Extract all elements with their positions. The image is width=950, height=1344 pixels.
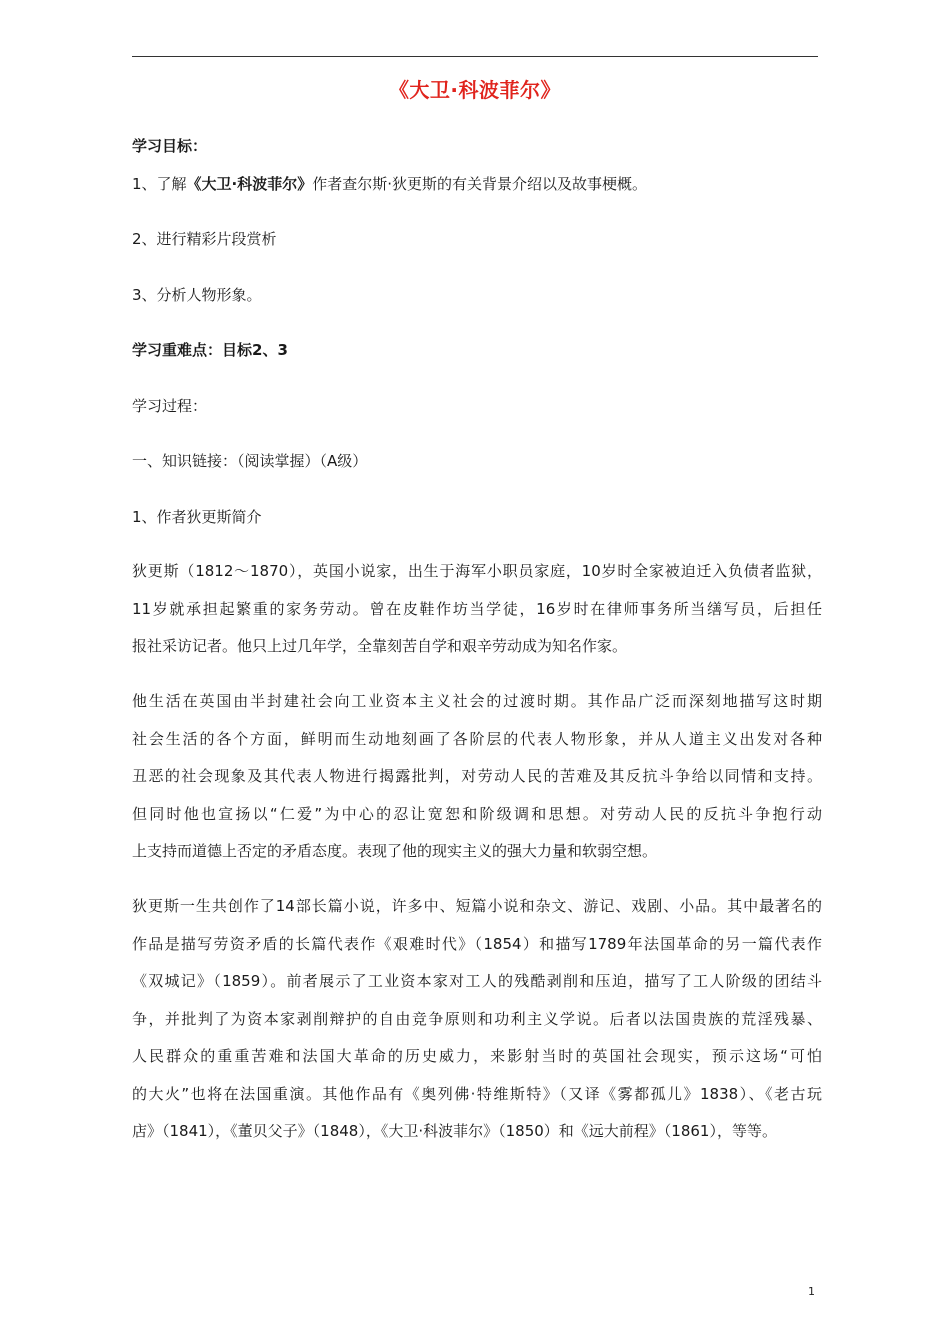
process-heading: 学习过程：	[132, 397, 208, 415]
page-number: 1	[808, 1285, 815, 1298]
subsection-heading-1: 1、作者狄更斯简介	[132, 508, 262, 526]
paragraph-line: 人民群众的重重苦难和法国大革命的历史威力，来影射当时的英国社会现实，预示这场“可怕	[132, 1047, 822, 1065]
paragraph-line: 丑恶的社会现象及其代表人物进行揭露批判，对劳动人民的苦难及其反抗斗争给以同情和支持。	[132, 767, 822, 785]
key-points: 学习重难点：目标2、3	[132, 341, 288, 359]
paragraph-line: 他生活在英国由半封建社会向工业资本主义社会的过渡时期。其作品广泛而深刻地描写这时期	[132, 692, 822, 710]
paragraph-line: 的大火”也将在法国重演。其他作品有《奥列佛·特维斯特》（又译《雾都孤儿》1838）、《老古玩	[132, 1084, 822, 1103]
objective-3: 3、分析人物形象。	[132, 286, 262, 304]
objectives-heading: 学习目标：	[132, 137, 208, 155]
document-title: 《大卫·科波菲尔》	[388, 78, 562, 102]
objective-1	[132, 173, 647, 195]
objective-1-prefix: 1、了解	[132, 175, 187, 193]
objective-1-book-title: 《大卫·科波菲尔》	[186, 175, 313, 193]
paragraph-line: 狄更斯（1812～1870），英国小说家，出生于海军小职员家庭，10岁时全家被迫迁入负债者监狱，	[132, 562, 822, 580]
paragraph-line: 上支持而道德上否定的矛盾态度。表现了他的现实主义的强大力量和软弱空想。	[132, 842, 658, 860]
paragraph-3	[132, 888, 822, 1151]
paragraph-line: 店》（1841），《董贝父子》（1848），《大卫·科波菲尔》（1850）和《远大前程》（1861），等等。	[132, 1122, 777, 1140]
section-heading-1: 一、知识链接：（阅读掌握）（A级）	[132, 452, 368, 470]
paragraph-line: 报社采访记者。他只上过几年学，全靠刻苦自学和艰辛劳动成为知名作家。	[132, 637, 628, 655]
header-rule	[132, 56, 818, 57]
paragraph-2	[132, 683, 822, 871]
paragraph-line: 《双城记》（1859）。前者展示了工业资本家对工人的残酷剥削和压迫，描写了工人阶级的团结斗	[132, 972, 822, 990]
paragraph-line: 争，并批判了为资本家剥削辩护的自由竞争原则和功利主义学说。后者以法国贵族的荒淫残暴、	[132, 1009, 822, 1028]
paragraph-line: 作品是描写劳资矛盾的长篇代表作《艰难时代》（1854）和描写1789年法国革命的另一篇代表作	[132, 934, 822, 953]
paragraph-line: 狄更斯一生共创作了14部长篇小说，许多中、短篇小说和杂文、游记、戏剧、小品。其中最著名的	[132, 897, 822, 915]
paragraph-line: 但同时他也宣扬以“仁爱”为中心的忍让宽恕和阶级调和思想。对劳动人民的反抗斗争抱行动	[132, 804, 822, 823]
paragraph-1	[132, 553, 822, 666]
objective-2: 2、进行精彩片段赏析	[132, 230, 277, 248]
paragraph-line: 11岁就承担起繁重的家务劳动。曾在皮鞋作坊当学徒，16岁时在律师事务所当缮写员，后担任	[132, 599, 822, 618]
paragraph-line: 社会生活的各个方面，鲜明而生动地刻画了各阶层的代表人物形象，并从人道主义出发对各种	[132, 729, 822, 748]
objective-1-suffix: 作者查尔斯·狄更斯的有关背景介绍以及故事梗概。	[312, 175, 648, 193]
